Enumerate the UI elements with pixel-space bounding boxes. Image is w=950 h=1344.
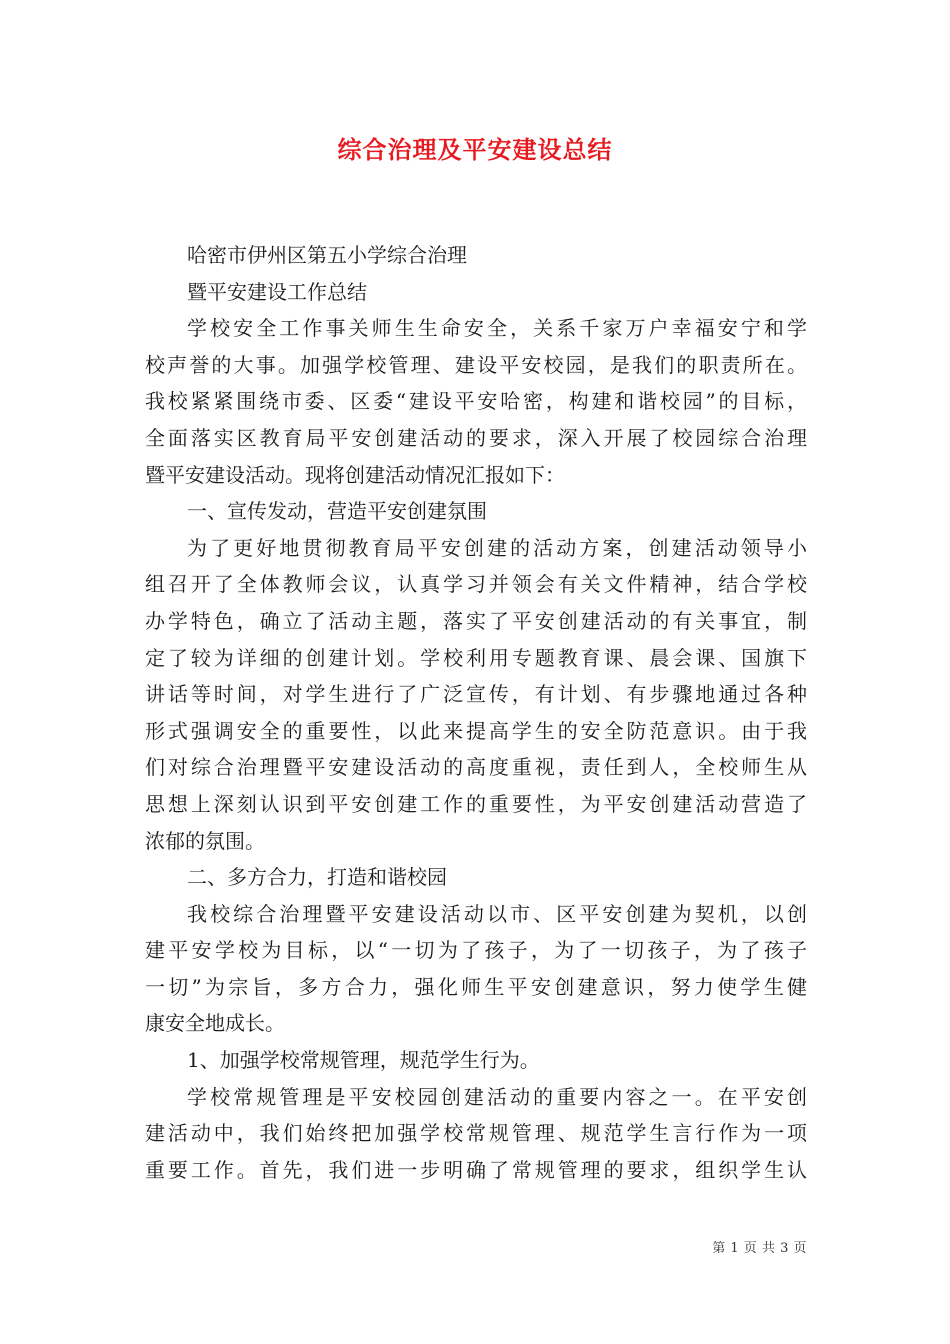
body-text-line: 全面落实区教育局平安创建活动的要求，深入开展了校园综合治理 bbox=[145, 425, 807, 450]
body-text-line: 组召开了全体教师会议，认真学习并领会有关文件精神，结合学校 bbox=[145, 572, 807, 597]
page-number-indicator: 第 1 页 共 3 页 bbox=[712, 1241, 807, 1256]
document-body bbox=[145, 237, 807, 1188]
body-text-line: 一切”为宗旨，多方合力，强化师生平安创建意识，努力使学生健 bbox=[145, 974, 807, 999]
body-text-line: 康安全地成长。 bbox=[145, 1011, 285, 1036]
body-text-line: 建活动中，我们始终把加强学校常规管理、规范学生言行作为一项 bbox=[145, 1121, 807, 1146]
body-text-line: 浓郁的氛围。 bbox=[145, 828, 265, 853]
body-text-line: 1、加强学校常规管理，规范学生行为。 bbox=[187, 1048, 540, 1073]
body-text-line: 我校紧紧围绕市委、区委“建设平安哈密，构建和谐校园”的目标， bbox=[145, 389, 807, 414]
body-text-line: 我校综合治理暨平安建设活动以市、区平安创建为契机，以创 bbox=[187, 901, 807, 926]
body-text-line: 形式强调安全的重要性，以此来提高学生的安全防范意识。由于我 bbox=[145, 718, 807, 743]
body-text-line: 哈密市伊州区第五小学综合治理 bbox=[187, 243, 467, 267]
body-text-line: 们对综合治理暨平安建设活动的高度重视，责任到人，全校师生从 bbox=[145, 755, 807, 780]
body-text-line: 学校安全工作事关师生生命安全，关系千家万户幸福安宁和学 bbox=[187, 316, 807, 341]
document-title: 综合治理及平安建设总结 bbox=[337, 135, 613, 164]
body-text-line: 办学特色，确立了活动主题，落实了平安创建活动的有关事宜，制 bbox=[145, 608, 807, 633]
body-text-line: 为了更好地贯彻教育局平安创建的活动方案，创建活动领导小 bbox=[187, 535, 807, 560]
body-text-line: 讲话等时间，对学生进行了广泛宣传，有计划、有步骤地通过各种 bbox=[145, 682, 807, 707]
body-text-line: 学校常规管理是平安校园创建活动的重要内容之一。在平安创 bbox=[187, 1084, 807, 1109]
body-text-line: 思想上深刻认识到平安创建工作的重要性，为平安创建活动营造了 bbox=[145, 791, 807, 816]
body-text-line: 校声誉的大事。加强学校管理、建设平安校园，是我们的职责所在。 bbox=[145, 352, 807, 377]
body-text-line: 二、多方合力，打造和谐校园 bbox=[187, 865, 447, 890]
body-text-line: 建平安学校为目标，以“一切为了孩子，为了一切孩子，为了孩子 bbox=[145, 938, 807, 963]
body-text-line: 重要工作。首先，我们进一步明确了常规管理的要求，组织学生认 bbox=[145, 1157, 807, 1182]
body-text-line: 暨平安建设活动。现将创建活动情况汇报如下： bbox=[145, 462, 565, 487]
body-text-line: 一、宣传发动，营造平安创建氛围 bbox=[187, 499, 487, 524]
body-text-line: 定了较为详细的创建计划。学校利用专题教育课、晨会课、国旗下 bbox=[145, 645, 807, 670]
body-text-line: 暨平安建设工作总结 bbox=[187, 279, 367, 304]
